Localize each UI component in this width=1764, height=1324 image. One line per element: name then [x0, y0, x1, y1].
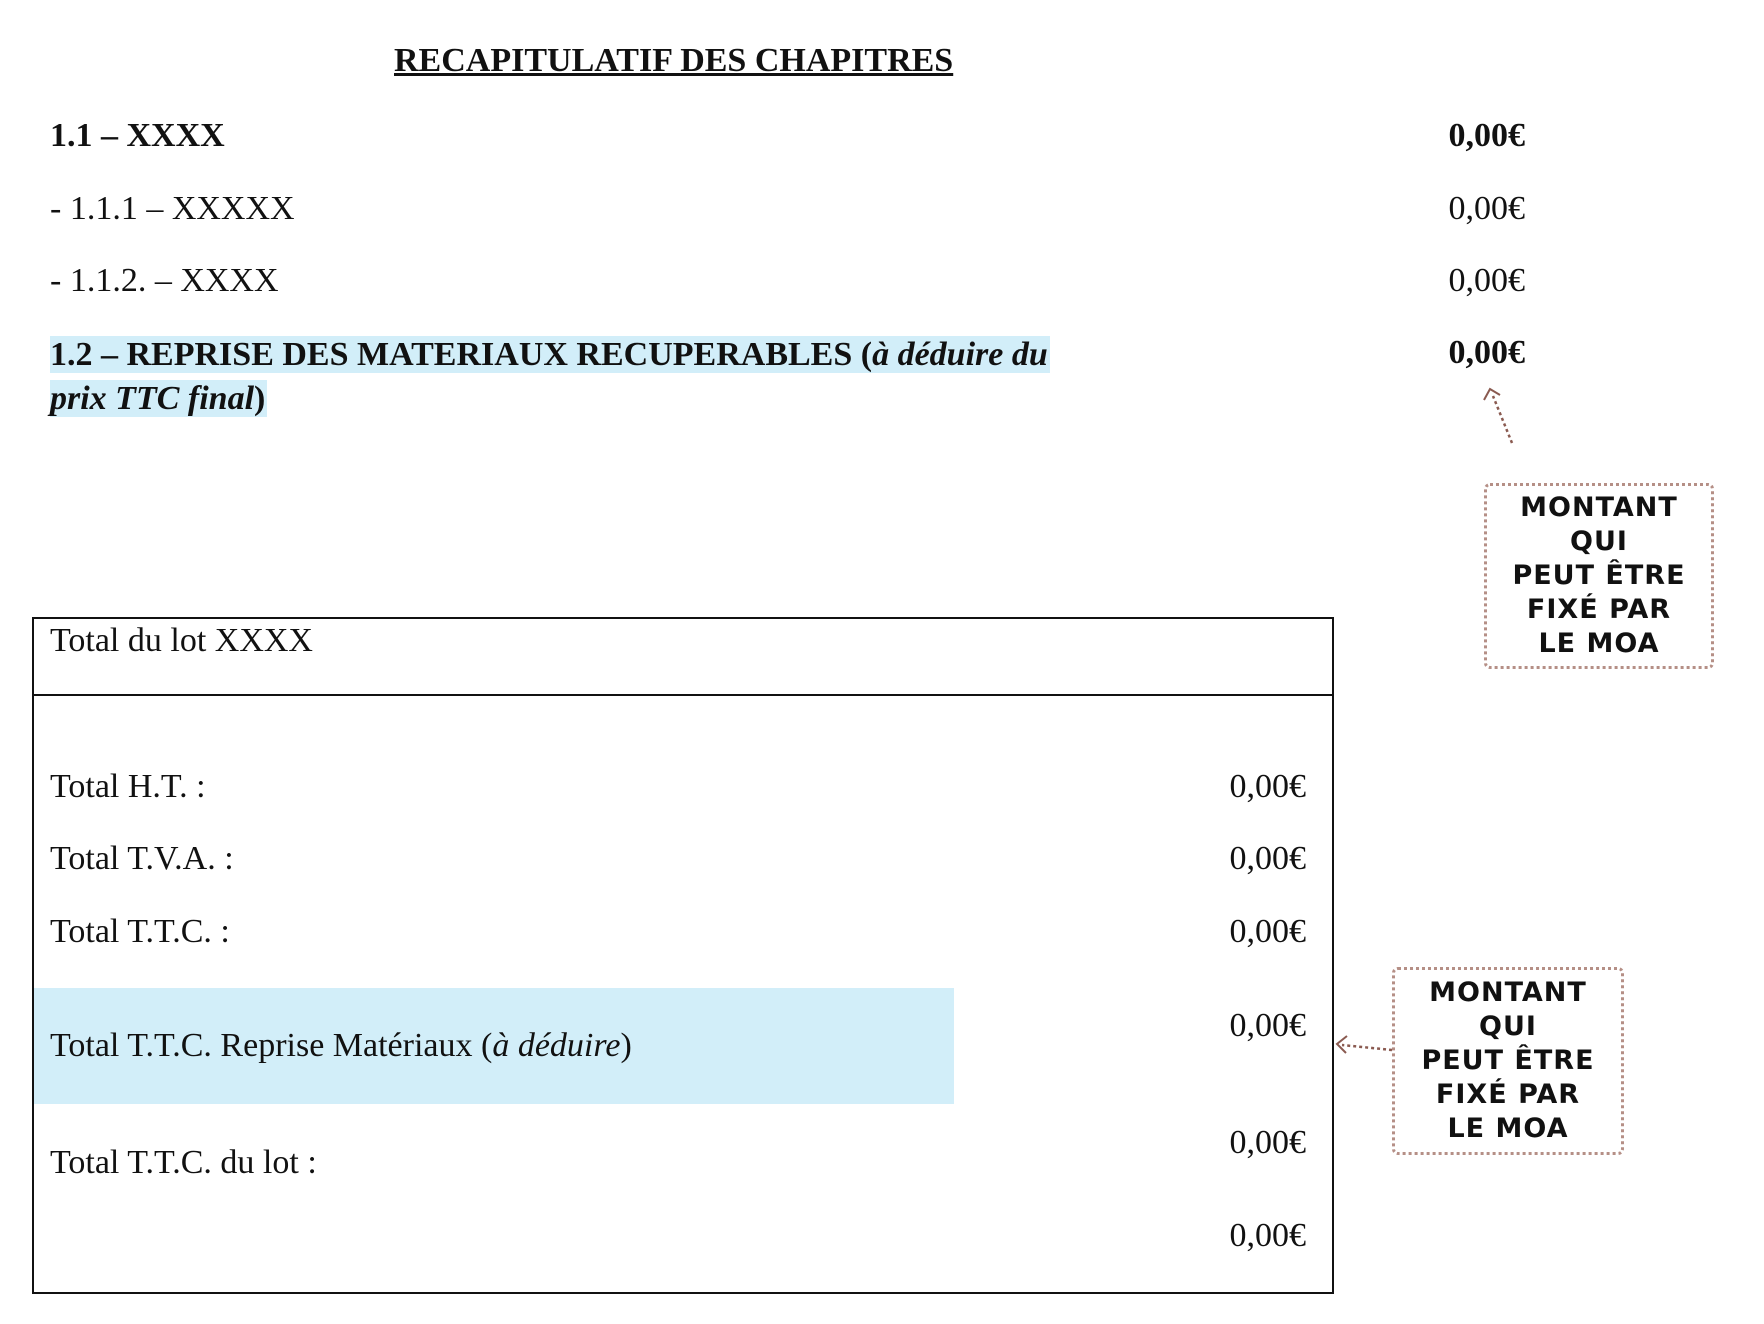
page-title: RECAPITULATIF DES CHAPITRES	[394, 42, 954, 79]
chapter-1-1-1-label: - 1.1.1 – XXXXX	[50, 190, 295, 227]
total-reprise-amount: 0,00€	[1229, 1007, 1306, 1044]
callout-line: PEUT ÊTRE	[1421, 1045, 1595, 1076]
total-ttc-lot-label: Total T.T.C. du lot :	[50, 1144, 317, 1181]
chapter-1-1-1-amount: 0,00€	[1448, 190, 1525, 227]
total-ht-label: Total H.T. :	[50, 768, 206, 805]
total-ht-amount: 0,00€	[1229, 768, 1306, 805]
final-amount: 0,00€	[1229, 1217, 1306, 1254]
arrow-connector-2	[1337, 1036, 1392, 1053]
callout-line: LE MOA	[1538, 628, 1660, 659]
chapter-1-1-amount: 0,00€	[1448, 117, 1525, 154]
callout-line: FIXÉ PAR	[1526, 594, 1672, 625]
total-tva-label: Total T.V.A. :	[50, 840, 234, 877]
total-reprise-label-prefix: Total T.T.C. Reprise Matériaux (	[50, 1027, 493, 1064]
total-reprise-label-suffix: )	[620, 1027, 632, 1064]
chapter-1-2-amount: 0,00€	[1448, 334, 1525, 371]
chapter-1-1-2-amount: 0,00€	[1448, 262, 1525, 299]
callout-line: LE MOA	[1447, 1113, 1569, 1144]
lot-title: Total du lot XXXX	[50, 622, 313, 659]
chapter-1-2-label-prefix: 1.2 – REPRISE DES MATERIAUX RECUPERABLES (	[50, 336, 873, 373]
chapter-1-2-label-italic: à déduire du prix TTC final	[50, 336, 1048, 417]
total-reprise-label-italic: à déduire	[492, 1027, 621, 1064]
chapter-1-1-label: 1.1 – XXXX	[50, 117, 225, 154]
arrow-connector-1	[1484, 389, 1512, 443]
total-ttc-amount: 0,00€	[1229, 913, 1306, 950]
chapter-1-1-2-label: - 1.1.2. – XXXX	[50, 262, 279, 299]
callout-line: PEUT ÊTRE	[1512, 560, 1686, 591]
callout-line: FIXÉ PAR	[1435, 1079, 1581, 1110]
total-ttc-label: Total T.T.C. :	[50, 913, 230, 950]
callout-line: MONTANT QUI	[1520, 492, 1678, 557]
callout-line: MONTANT QUI	[1429, 977, 1587, 1042]
total-ttc-lot-amount: 0,00€	[1229, 1124, 1306, 1161]
chapter-1-2-label-suffix: )	[254, 380, 266, 417]
total-tva-amount: 0,00€	[1229, 840, 1306, 877]
